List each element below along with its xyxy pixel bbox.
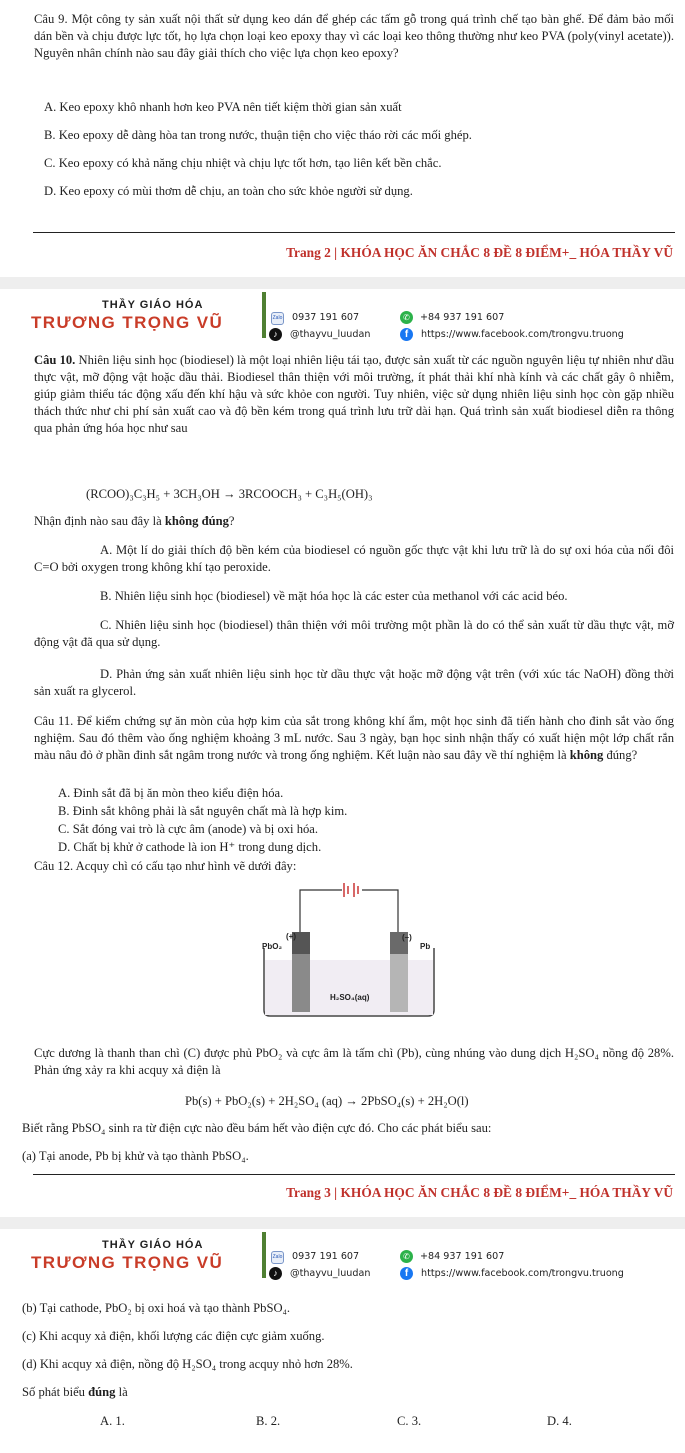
footer-rule [33, 1174, 675, 1175]
facebook-icon: f [400, 328, 413, 341]
header-brand: TRƯƠNG TRỌNG VŨ [31, 313, 224, 332]
wire-left [300, 890, 342, 932]
label-pb: Pb [420, 942, 431, 951]
q9-option-b: B. Keo epoxy dễ dàng hòa tan trong nước, thuận tiện cho việc tháo rời các mối ghép. [44, 128, 472, 142]
q12-statement-d: (d) Khi acquy xả điện, nồng độ H₂SO₄ trong acquy nhỏ hơn 28%. [22, 1357, 353, 1371]
zalo-icon: Zalo [271, 1251, 284, 1264]
page-header [0, 299, 685, 351]
q10-number: Câu 10. [34, 353, 76, 367]
tiktok-icon: ♪ [269, 328, 282, 341]
zalo-number: 0937 191 607 [292, 1251, 360, 1262]
q11-option-d: D. Chất bị khử ở cathode là ion H⁺ trong dung dịch. [58, 840, 322, 854]
q12-statement-a: (a) Tại anode, Pb bị khử và tạo thành PbSO₄. [22, 1149, 249, 1163]
q12-answer-d: D. 4. [547, 1414, 572, 1428]
q10-option-c: C. Nhiên liệu sinh học (biodiesel) thân thiện với môi trường một phần là do có thể sản xuất từ dầu thực vật, mỡ động vật đã qua sử dụng. [34, 618, 674, 649]
zalo-icon: Zalo [271, 312, 284, 325]
q12-answer-c: C. 3. [397, 1414, 422, 1428]
q12-intro: Biết rằng PbSO₄ sinh ra từ điện cực nào đều bám hết vào điện cực đó. Cho các phát biểu sau: [22, 1121, 492, 1135]
header-divider [262, 1232, 266, 1278]
header-subtitle: THẦY GIÁO HÓA [102, 299, 204, 311]
label-minus: (–) [402, 933, 412, 942]
pb-electrode [390, 954, 408, 1012]
page-gap [0, 277, 685, 289]
pbo2-electrode [292, 954, 310, 1012]
q12-answer-b: B. 2. [256, 1414, 281, 1428]
wire-right [362, 890, 398, 932]
q12-statement-b: (b) Tại cathode, PbO₂ bị oxi hoá và tạo thành PbSO₄. [22, 1301, 291, 1315]
q10-option-b: B. Nhiên liệu sinh học (biodiesel) về mặt hóa học là các ester của methanol với các acid béo. [100, 589, 568, 603]
zalo-number: 0937 191 607 [292, 312, 360, 323]
q9-stem: Câu 9. Một công ty sản xuất nội thất sử dụng keo dán để ghép các tấm gỗ trong quá trình chế tạo bàn ghế. Để đảm bảo mối dán bền và chịu được lực tốt, họ lựa chọn loại keo epoxy thay vì các loại keo thông thường như keo PVA (poly(vinyl acetate)). Nguyên nhân chính nào sau đây giải thích cho việc lựa chọn keo epoxy? [34, 12, 674, 60]
q12-count-question: Số phát biểu đúng là [22, 1385, 128, 1399]
facebook-link[interactable]: https://www.facebook.com/trongvu.truong [421, 1268, 624, 1279]
q12-stem: Câu 12. Acquy chì có cấu tạo như hình vẽ dưới đây: [34, 859, 297, 873]
q10-equation: (RCOO)₃C₃H₅ + 3CH₃OH → 3RCOOCH₃ + C₃H₅(OH)₃ [86, 487, 373, 501]
lead-acid-battery-diagram [250, 880, 450, 1020]
q10-option-a: A. Một lí do giải thích độ bền kém của biodiesel có nguồn gốc thực vật khi lưu trữ là do sự oxi hóa của nối đôi C=O bởi oxygen trong không khí tạo peroxide. [34, 543, 674, 574]
tiktok-handle: @thayvu_luudan [290, 329, 371, 340]
page-header [0, 1239, 685, 1291]
q10-stem [34, 352, 674, 437]
q12-description: Cực dương là thanh than chì (C) được phủ PbO₂ và cực âm là tấm chì (Pb), cùng nhúng vào dung dịch H₂SO₄ nồng độ 28%. Phản ứng xảy ra khi acquy xả điện là [34, 1046, 674, 1077]
phone-icon: ✆ [400, 1250, 413, 1263]
label-acid: H₂SO₄(aq) [330, 993, 370, 1002]
facebook-link[interactable]: https://www.facebook.com/trongvu.truong [421, 329, 624, 340]
label-pbo2: PbO₂ [262, 942, 282, 951]
q9-option-c: C. Keo epoxy có khả năng chịu nhiệt và chịu lực tốt hơn, tạo liên kết bền chắc. [44, 156, 442, 170]
q10-stem-text: Nhiên liệu sinh học (biodiesel) là một loại nhiên liệu tái tạo, được sản xuất từ các nguồn nguyên liệu tự nhiên như dầu thực vật, mỡ động vật hoặc dầu thải. Biodiesel thân thiện với môi trường, ít phát thải khí nhà kính và các chất gây ô nhiễm, giúp giảm thiểu tác động xấu đến khí hậu và sức khỏe con người. Tuy nhiên, việc sử dụng nhiên liệu sinh học còn gặp nhiều thách thức như chi phí sản xuất cao và độ bền kém trong quá trình lưu trữ dài hạn. Quá trình sản xuất biodiesel diễn ra thông qua phản ứng hóa học như sau [34, 353, 674, 435]
phone-icon: ✆ [400, 311, 413, 324]
header-subtitle: THẦY GIÁO HÓA [102, 1239, 204, 1251]
q11-stem: Câu 11. Để kiểm chứng sự ăn mòn của hợp kim của sắt trong không khí ẩm, một học sinh đã tiến hành cho đinh sắt vào ống nghiệm. Sau đó thêm vào ống nghiệm khoảng 3 mL nước. Sau 3 ngày, bạn học sinh nhận thấy có xuất hiện một lớp chất rắn màu nâu đỏ ở phần đinh sắt ngâm trong nước và trong ống nghiệm. Kết luận nào sau đây về thí nghiệm là không đúng? [34, 714, 674, 762]
q9-option-a: A. Keo epoxy khô nhanh hơn keo PVA nên tiết kiệm thời gian sản xuất [44, 100, 402, 114]
page-footer-3: Trang 3 | KHÓA HỌC ĂN CHẮC 8 ĐỀ 8 ĐIỂM+_ HÓA THẦY VŨ [286, 1185, 673, 1200]
phone-number: +84 937 191 607 [420, 312, 505, 323]
page-footer-2: Trang 2 | KHÓA HỌC ĂN CHẮC 8 ĐỀ 8 ĐIỂM+_ HÓA THẦY VŨ [286, 245, 673, 260]
label-plus: (+) [286, 932, 296, 941]
tiktok-icon: ♪ [269, 1267, 282, 1280]
q12-statement-c: (c) Khi acquy xả điện, khối lượng các điện cực giảm xuống. [22, 1329, 325, 1343]
header-brand: TRƯƠNG TRỌNG VŨ [31, 1253, 224, 1272]
facebook-icon: f [400, 1267, 413, 1280]
header-divider [262, 292, 266, 338]
q11-option-b: B. Đinh sắt không phải là sắt nguyên chất mà là hợp kim. [58, 804, 348, 818]
q12-answer-a: A. 1. [100, 1414, 125, 1428]
q10-ask: Nhận định nào sau đây là không đúng? [34, 514, 235, 528]
footer-rule [33, 232, 675, 233]
tiktok-handle: @thayvu_luudan [290, 1268, 371, 1279]
q11-option-c: C. Sắt đóng vai trò là cực âm (anode) và bị oxi hóa. [58, 822, 319, 836]
q9-option-d: D. Keo epoxy có mùi thơm dễ chịu, an toàn cho sức khỏe người sử dụng. [44, 184, 413, 198]
phone-number: +84 937 191 607 [420, 1251, 505, 1262]
q11-option-a: A. Đinh sắt đã bị ăn mòn theo kiểu điện hóa. [58, 786, 284, 800]
battery-symbol [344, 883, 358, 897]
q12-equation: Pb(s) + PbO₂(s) + 2H₂SO₄ (aq) → 2PbSO₄(s) + 2H₂O(l) [185, 1094, 469, 1108]
q10-option-d: D. Phản ứng sản xuất nhiên liệu sinh học từ dầu thực vật hoặc mỡ động vật trên (với xúc tác NaOH) đồng thời sản xuất ra glycerol. [34, 667, 674, 698]
page-gap [0, 1217, 685, 1229]
